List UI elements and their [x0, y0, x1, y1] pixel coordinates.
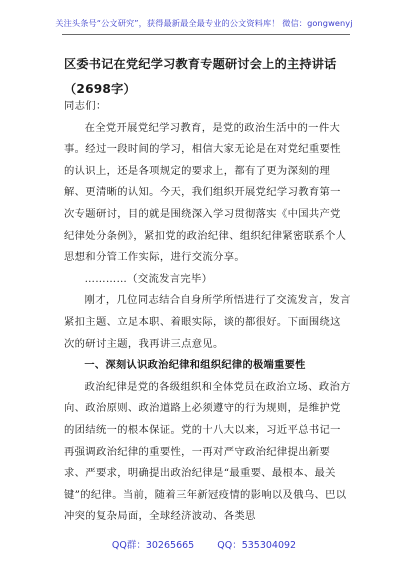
- header-banner: 关注头条号“公文研究”，获得最新最全最专业的公文资料库！ 微信：gongwenyj: [55, 18, 353, 28]
- footer-contacts: [0, 537, 408, 551]
- header-divider: [62, 34, 350, 35]
- document-title: 区委书记在党纪学习教育专题研讨会上的主持讲话（2698字）: [64, 57, 337, 96]
- section-heading: 一、深刻认识政治纪律和组织纪律的极端重要性: [84, 360, 306, 372]
- document-body: [64, 96, 351, 528]
- paragraph: 在全党开展党纪学习教育，是党的政治生活中的一件大事。经过一段时间的学习，相信大家无论是在对党纪重要性的认识上，还是各项规定的要求上，都有了更为深刻的理解、更清晰的认知。今天，我们组织开展党纪学习教育第一次专题研讨，目的就是围绕深入学习贯彻落实《中国共产党纪律处分条例》，紧扣党的政治纪律、组织纪律紧密联系个人思想和分管工作实际，进行交流分享。: [64, 121, 347, 264]
- paragraph: 刚才，几位同志结合自身所学所悟进行了交流发言，发言紧扣主题、立足本职、着眼实际，谈的都很好。下面围绕这次的研讨主题，我再讲三点意见。: [64, 294, 351, 350]
- qq-label: QQ：535304092: [217, 540, 297, 551]
- qq-group-label: QQ群：30265665: [111, 540, 195, 551]
- paragraph: …………（交流发言完毕）: [84, 272, 213, 285]
- paragraph: 政治纪律是党的各级组织和全体党员在政治立场、政治方向、政治原则、政治道路上必须遵守的行为规则，是维护党的团结统一的根本保证。党的十八大以来，习近平总书记一再强调政治纪律的重要性，一再对严守政治纪律提出新要求、严要求，明确提出政治纪律是“最重要、最根本、最关键”的纪律。当前，随着三年新冠疫情的影响以及俄乌、巴以冲突的复杂局面，全球经济波动、各类思: [64, 380, 351, 523]
- salutation: 同志们：: [64, 100, 107, 112]
